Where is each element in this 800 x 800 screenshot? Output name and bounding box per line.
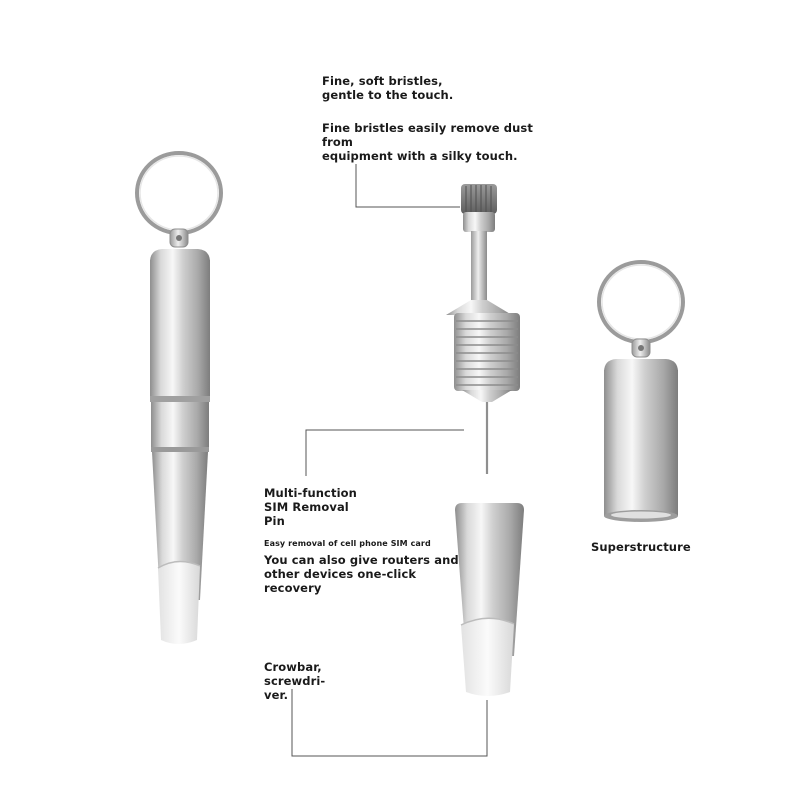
- threaded-connector: [454, 313, 520, 391]
- assembled-tool: [137, 153, 221, 644]
- superstructure-label: Superstructure: [591, 540, 691, 554]
- crowbar-label: Crowbar, screwdri- ver.: [264, 660, 326, 702]
- superstructure-cap: [599, 262, 683, 522]
- key-ring-icon: [599, 262, 683, 342]
- brush-leader-line: [356, 164, 460, 207]
- brush-description-label: Fine bristles easily remove dust from equipment with a silky touch.: [322, 121, 533, 163]
- brush-title-label: Fine, soft bristles, gentle to the touch.: [322, 74, 454, 102]
- crowbar-tip-module: [455, 503, 524, 696]
- key-ring-icon: [137, 153, 221, 233]
- screwdriver-tip: [461, 618, 514, 696]
- pin-leader-line: [306, 430, 464, 476]
- pin-title-label: Multi-function SIM Removal Pin: [264, 486, 357, 528]
- pin-note-label: Easy removal of cell phone SIM card: [264, 539, 431, 548]
- flat-tip: [158, 561, 200, 644]
- pin-description-label: You can also give routers and other devices one-click recovery: [264, 553, 459, 595]
